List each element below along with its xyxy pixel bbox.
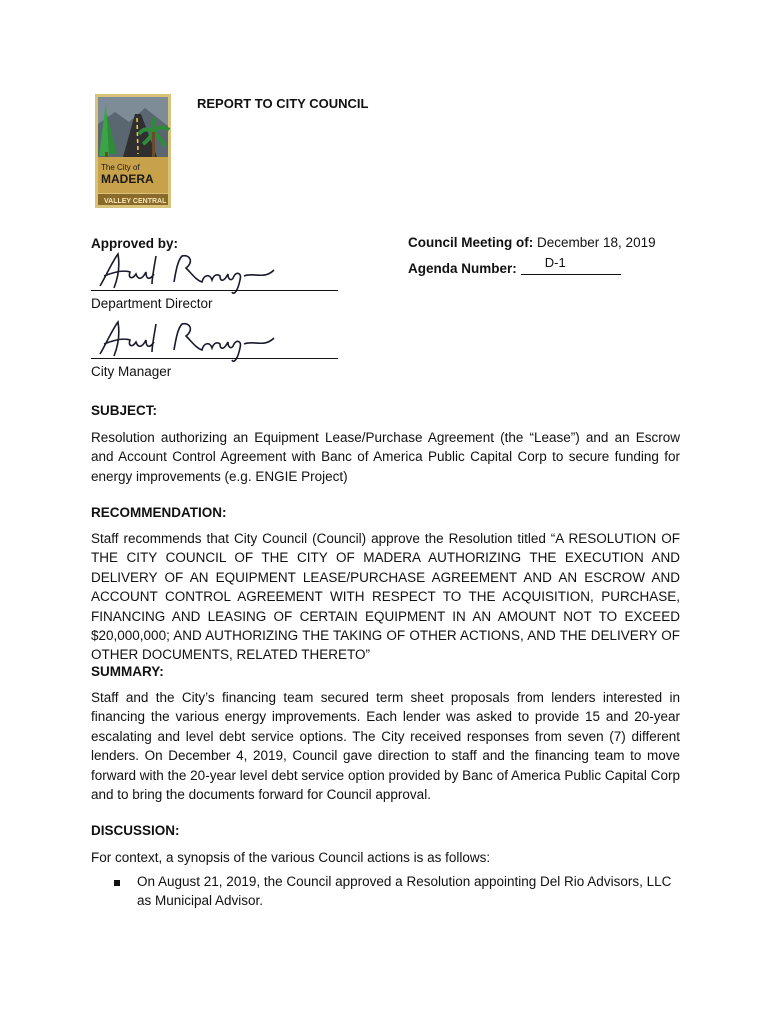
logo-text-line3: VALLEY CENTRAL bbox=[104, 198, 167, 205]
council-meeting-date: December 18, 2019 bbox=[537, 235, 656, 250]
department-director-label: Department Director bbox=[91, 296, 213, 311]
city-manager-signature-line bbox=[91, 358, 338, 359]
subject-heading: SUBJECT: bbox=[91, 403, 158, 418]
council-meeting-label: Council Meeting of: bbox=[408, 235, 534, 250]
recommendation-heading: RECOMMENDATION: bbox=[91, 505, 227, 520]
report-title: REPORT TO CITY COUNCIL bbox=[197, 96, 369, 111]
discussion-intro: For context, a synopsis of the various Council actions is as follows: bbox=[91, 850, 491, 865]
agenda-number-value: D-1 bbox=[544, 255, 566, 270]
city-manager-label: City Manager bbox=[91, 364, 172, 379]
city-manager-signature bbox=[94, 316, 294, 368]
agenda-number-label: Agenda Number: bbox=[408, 261, 517, 276]
bullet-square bbox=[114, 880, 120, 886]
agenda-number-line bbox=[408, 255, 621, 276]
director-signature-line bbox=[91, 290, 338, 291]
recommendation-text: Staff recommends that City Council (Council) approve the Resolution titled “A RESOLUTION OF THE CITY COUNCIL OF THE CITY OF MADERA AUTHORIZING THE EXECUTION AND DELIVERY OF AN EQUIPMENT LEASE/PURCHASE AGREEMENT AND AN ESCROW AND ACCOUNT CONTROL AGREEMENT WITH RESPECT TO THE ACQUISITION, PURCHASE, FINANCING AND LEASING OF CERTAIN EQUIPMENT IN AN AMOUNT NOT TO EXCEED $20,000,000; AND AUTHORIZING THE TAKING OF OTHER ACTIONS, AND THE DELIVERY OF OTHER DOCUMENTS, RELATED THERETO” bbox=[91, 531, 680, 663]
summary-heading: SUMMARY: bbox=[91, 664, 164, 679]
approved-by-label: Approved by: bbox=[91, 236, 179, 251]
discussion-heading: DISCUSSION: bbox=[91, 823, 180, 838]
summary-text: Staff and the City’s financing team secured term sheet proposals from lenders interested in financing the various energy improvements. Each lender was asked to provide 15 and 20-year escalating and level debt service options. The City received responses from seven (7) different lenders. On December 4, 2019, Council gave direction to staff and the financing team to move forward with the 20-year level debt service option provided by Banc of America Public Capital Corp and to bring the documents forward for Council approval. bbox=[91, 690, 680, 803]
council-meeting-line bbox=[408, 235, 656, 250]
subject-text: Resolution authorizing an Equipment Lease/Purchase Agreement (the “Lease”) and an Escrow and Account Control Agreement with Banc of America Public Capital Corp to secure funding for energy improvements (e.g. ENGIE Project) bbox=[91, 430, 680, 484]
agenda-number-blank bbox=[521, 255, 621, 275]
discussion-bullet-item: On August 21, 2019, the Council approved a Resolution appointing Del Rio Advisors, LLC as Municipal Advisor. bbox=[137, 874, 672, 909]
city-of-madera-logo bbox=[95, 94, 171, 208]
logo-text-line1: The City of bbox=[101, 163, 140, 172]
logo-text-line2: MADERA bbox=[101, 172, 154, 186]
